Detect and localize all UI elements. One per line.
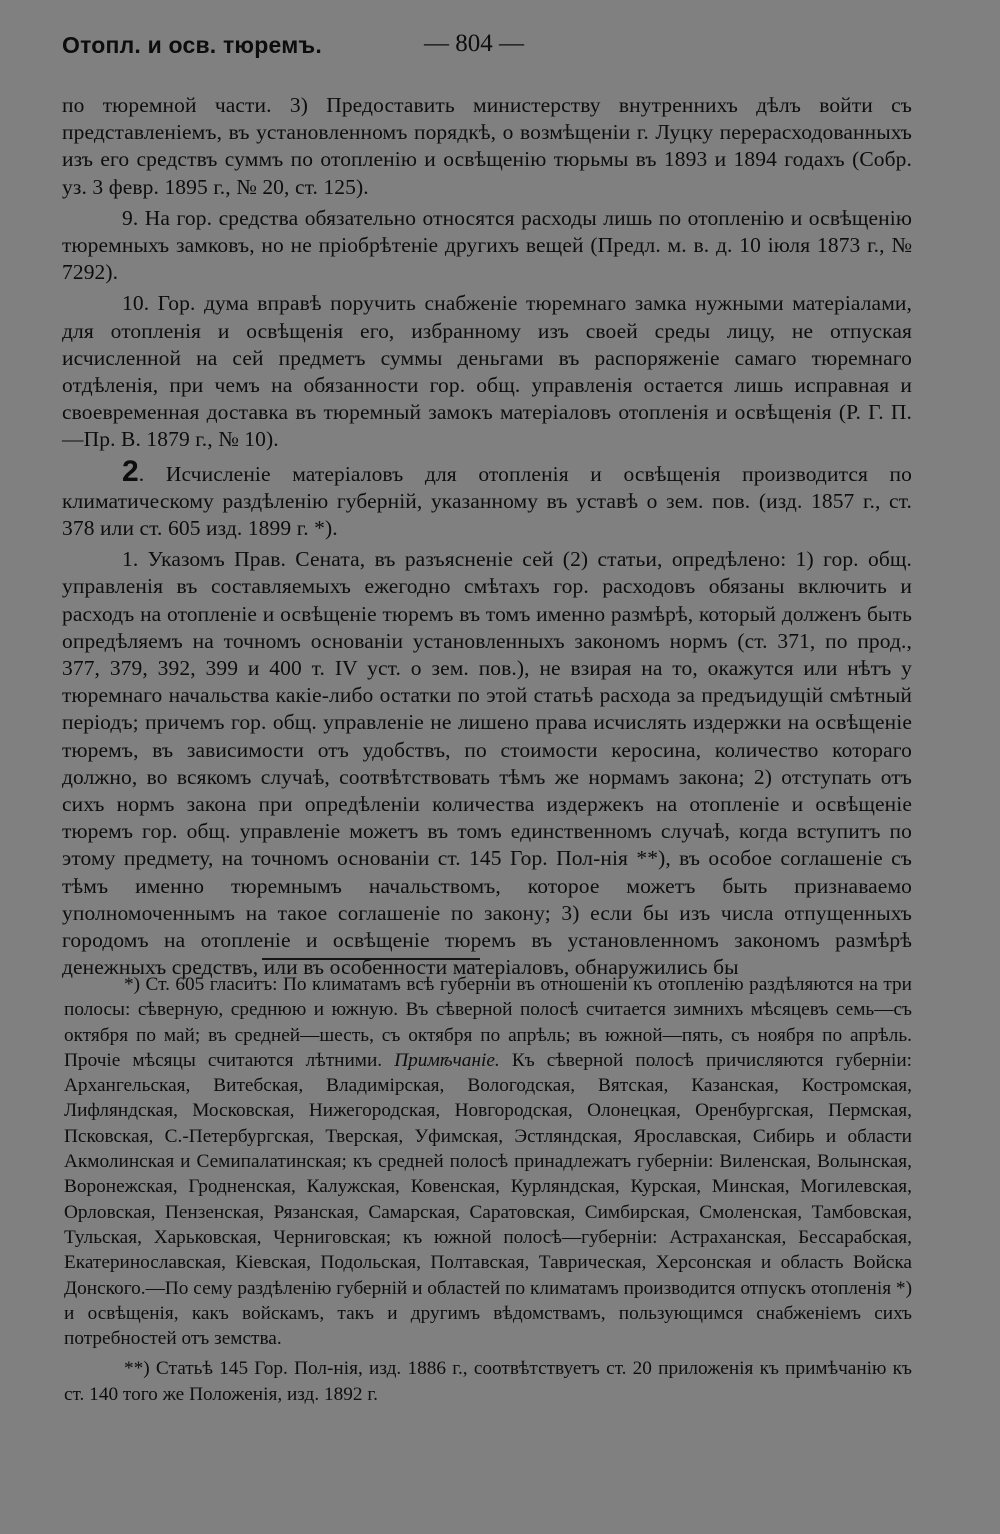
article-number: 2	[122, 454, 139, 488]
page-number: — 804 —	[424, 30, 524, 57]
footnote-1-text: *) Ст. 605 гласитъ: По климатамъ всѣ губерніи въ отношеніи къ отопленію раздѣляются на три полосы: сѣверную, среднюю и южную. Въ сѣверной полосѣ считается зимнихъ мѣсяцевъ семь—съ октября по май; въ средней—шесть, съ октября по апрѣль; въ южной—пять, съ ноября по апрѣль. Прочіе мѣсяцы считаются лѣтними.	[64, 974, 912, 1071]
footnote-1-note-label: Примѣчаніе.	[394, 1049, 500, 1071]
running-title: Отопл. и осв. тюремъ.	[62, 32, 322, 58]
footnotes	[64, 972, 912, 1407]
article-2-text: . Исчисленіе матеріаловъ для отопленія и освѣщенія производится по климатическому раздѣленію губерній, указанному въ уставѣ о зем. пов. (изд. 1857 г., ст. 378 или ст. 605 изд. 1899 г. *).	[62, 461, 912, 541]
footnote-2: **) Статьѣ 145 Гор. Пол-нія, изд. 1886 г., соотвѣтствуетъ ст. 20 приложенія къ примѣчанію къ ст. 140 того же Положенія, изд. 1892 г.	[64, 1358, 912, 1405]
page-header	[62, 30, 922, 64]
paragraph-9: 9. На гор. средства обязательно относятся расходы лишь по отопленію и освѣщенію тюремныхъ замковъ, но не пріобрѣтеніе другихъ вещей (Предл. м. в. д. 10 іюля 1873 г., № 7292).	[62, 205, 912, 285]
article-2	[62, 454, 912, 543]
footnote-separator	[262, 958, 480, 960]
footnote-1	[64, 972, 912, 1351]
paragraph-10: 10. Гор. дума вправѣ поручить снабженіе тюремнаго замка нужными матеріалами, для отопленія и освѣщенія его, избранному изъ своей среды лицу, не отпуская исчисленной на сей предметъ суммы деньгами въ распоряженіе самаго тюремнаго отдѣленія, при чемъ на обязанности гор. общ. управленія остается лишь исправная и своевременная доставка въ тюремный замокъ матеріаловъ отопленія и освѣщенія (Р. Г. П.—Пр. В. 1879 г., № 10).	[62, 291, 912, 452]
paragraph-continuation: по тюремной части. 3) Предоставить министерству внутреннихъ дѣлъ войти съ представленіемъ, въ установленномъ порядкѣ, о возмѣщеніи г. Луцку перерасходованныхъ изъ его средствъ суммъ по отопленію и освѣщенію тюрьмы въ 1893 и 1894 годахъ (Собр. уз. 3 февр. 1895 г., № 20, ст. 125).	[62, 93, 912, 199]
paragraph-1-senate: 1. Указомъ Прав. Сената, въ разъясненіе сей (2) статьи, опредѣлено: 1) гор. общ. управленія въ составляемыхъ ежегодно смѣтахъ гор. расходовъ обязаны включить и расходъ на отопленіе и освѣщеніе тюремъ въ томъ именно размѣрѣ, который долженъ быть опредѣляемъ на точномъ основаніи установленныхъ закономъ нормъ (ст. 371, по прод., 377, 379, 392, 399 и 400 т. IV уст. о зем. пов.), не взирая на то, окажутся или нѣтъ у тюремнаго начальства какіе-либо остатки по этой статьѣ расхода за предъидущій смѣтный періодъ; причемъ гор. общ. управленіе не лишено права исчислять издержки на освѣщеніе тюремъ, въ зависимости отъ удобствъ, по стоимости керосина, количество котораго должно, во всякомъ случаѣ, соотвѣтствовать тѣмъ же нормамъ закона; 2) отступать отъ сихъ нормъ закона при опредѣленіи количества издержекъ на отопленіе и освѣщеніе тюремъ гор. общ. управленіе можетъ въ томъ единственномъ случаѣ, когда вступитъ по этому предмету, на точномъ основаніи ст. 145 Гор. Пол-нія **), въ особое соглашеніе съ тѣмъ именно тюремнымъ начальствомъ, которое можетъ быть признаваемо уполномоченнымъ на такое соглашеніе по закону; 3) если бы изъ числа отпущенныхъ городомъ на отопленіе и освѣщеніе тюремъ въ установленномъ закономъ размѣрѣ денежныхъ средствъ, или въ особенности матеріаловъ, обнаружились бы	[62, 547, 912, 980]
main-text	[62, 92, 912, 982]
footnote-1-note-text: Къ сѣверной полосѣ причисляются губерніи: Архангельская, Витебская, Владимірская, Вологодская, Вятская, Казанская, Костромская, Лифляндская, Московская, Нижегородская, Новгородская, Олонецкая, Оренбургская, Пермская, Псковская, С.-Петербургская, Тверская, Уфимская, Эстляндская, Ярославская, Сибирь и области Акмолинская и Семипалатинская; къ средней полосѣ принадлежатъ губерніи: Виленская, Волынская, Воронежская, Гродненская, Калужская, Ковенская, Курляндская, Курская, Минская, Могилевская, Орловская, Пензенская, Рязанская, Самарская, Саратовская, Симбирская, Смоленская, Тамбовская, Тульская, Харьковская, Черниговская; къ южной полосѣ—губерніи: Астраханская, Бессарабская, Екатеринославская, Кіевская, Подольская, Полтавская, Таврическая, Херсонская и область Войска Донского.—По сему раздѣленію губерній и областей по климатамъ производится отпускъ отопленія *) и освѣщенія, какъ войскамъ, такъ и другимъ вѣдомствамъ, пользующимся снабженіемъ сихъ потребностей отъ земства.	[64, 1049, 913, 1350]
